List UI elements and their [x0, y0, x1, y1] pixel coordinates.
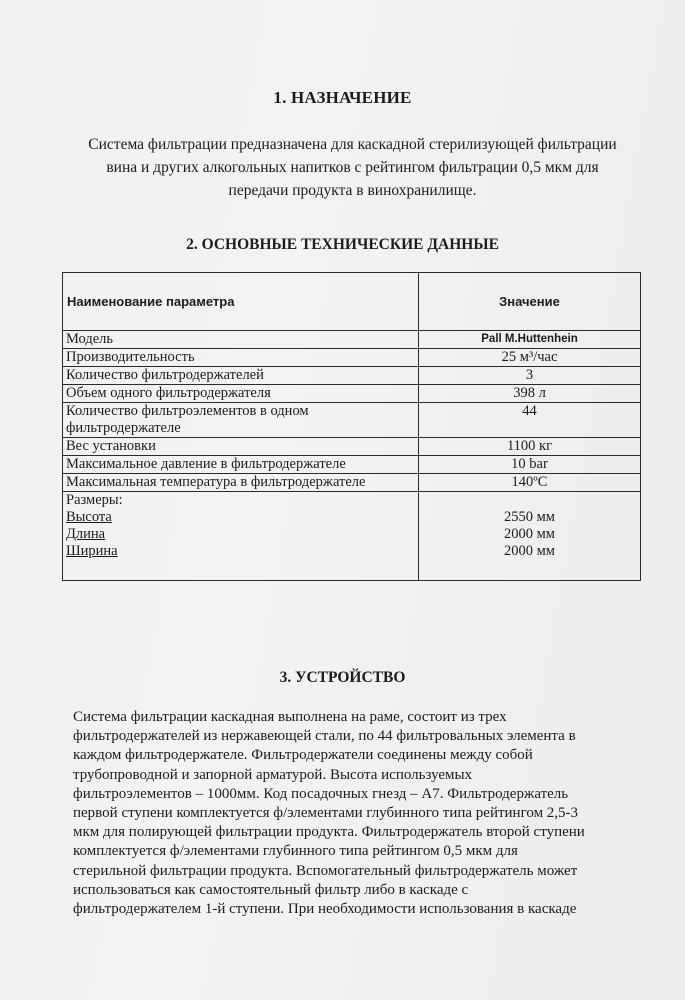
section-1-line: вина и других алкогольных напитков с рейтингом фильтрации 0,5 мкм для: [106, 159, 599, 176]
section-3-line: трубопроводной и запорной арматурой. Высота используемых: [73, 766, 473, 783]
height-label: Высота: [66, 509, 112, 525]
value-cell: 140ºC: [419, 474, 641, 492]
value-cell: 10 bar: [419, 456, 641, 474]
parameter-cell: Объем одного фильтродержателя: [63, 385, 419, 403]
width-label: Ширина: [66, 543, 118, 559]
section-3-title: 3. УСТРОЙСТВО: [279, 669, 406, 686]
length-value: 2000 мм: [504, 526, 555, 542]
width-value: 2000 мм: [504, 543, 555, 559]
value-cell: 398 л: [419, 385, 641, 403]
table-row: [63, 367, 641, 385]
value-cell: 25 м³/час: [419, 349, 641, 367]
section-3-line: фильтродержателем 1-й ступени. При необходимости использования в каскаде: [73, 901, 577, 918]
table-row: [63, 331, 641, 349]
specifications-table: [62, 272, 641, 581]
section-3-line: Система фильтрации каскадная выполнена на раме, состоит из трех: [73, 709, 507, 725]
table-row-dimensions: [63, 492, 641, 581]
table-header-row: [63, 273, 641, 331]
table-row: [63, 349, 641, 367]
section-3-line: фильтродержателей из нержавеющей стали, по 44 фильтровальных элемента в: [73, 728, 576, 745]
section-3-line: фильтроэлементов – 1000мм. Код посадочных гнезд – А7. Фильтродержатель: [73, 785, 569, 802]
dimensions-value-cell: [419, 492, 641, 581]
value-cell: Pall M.Huttenhein: [419, 331, 641, 349]
value-cell: 44: [419, 403, 641, 438]
table-row: [63, 438, 641, 456]
height-value: 2550 мм: [504, 509, 555, 525]
section-3-line: первой ступени комплектуется ф/элементами глубинного типа рейтингом 2,5-3: [73, 805, 579, 822]
value-cell: 1100 кг: [419, 438, 641, 456]
parameter-cell: Максимальная температура в фильтродержателе: [63, 474, 419, 492]
parameter-cell: Производительность: [63, 349, 419, 367]
section-3-line: использоваться как самостоятельный фильтр либо в каскаде с: [73, 881, 469, 898]
dimensions-parameter-cell: [63, 492, 419, 581]
parameter-cell: Количество фильтроэлементов в одном фильтродержателе: [63, 403, 419, 438]
column-header-value: Значение: [419, 273, 641, 331]
table-row: [63, 456, 641, 474]
section-3-line: мкм для полирующей фильтрации продукта. Фильтродержатель второй ступени: [73, 824, 585, 841]
section-1-text: [60, 133, 645, 202]
dimensions-label: Размеры:: [66, 492, 123, 508]
section-1-line: Система фильтрации предназначена для каскадной стерилизующей фильтрации: [88, 136, 617, 153]
section-3-line: стерильной фильтрации продукта. Вспомогательный фильтродержатель может: [73, 862, 578, 879]
parameter-cell: Модель: [63, 331, 419, 349]
value-cell: 3: [419, 367, 641, 385]
section-3-line: комплектуется ф/элементами глубинного типа рейтингом 0,5 мкм для: [73, 843, 518, 860]
parameter-cell: Максимальное давление в фильтродержателе: [63, 456, 419, 474]
section-3-line: каждом фильтродержателе. Фильтродержатели соединены между собой: [73, 747, 533, 764]
section-1-title: 1. НАЗНАЧЕНИЕ: [273, 88, 412, 107]
length-label: Длина: [66, 526, 106, 542]
section-2-title: 2. ОСНОВНЫЕ ТЕХНИЧЕСКИЕ ДАННЫЕ: [186, 236, 499, 253]
parameter-cell: Вес установки: [63, 438, 419, 456]
parameter-cell: Количество фильтродержателей: [63, 367, 419, 385]
section-3-text: [73, 708, 655, 919]
table-row: [63, 474, 641, 492]
column-header-parameter: Наименование параметра: [63, 273, 419, 331]
table-row: [63, 403, 641, 438]
table-row: [63, 385, 641, 403]
section-1-line: передачи продукта в винохранилище.: [228, 182, 477, 199]
